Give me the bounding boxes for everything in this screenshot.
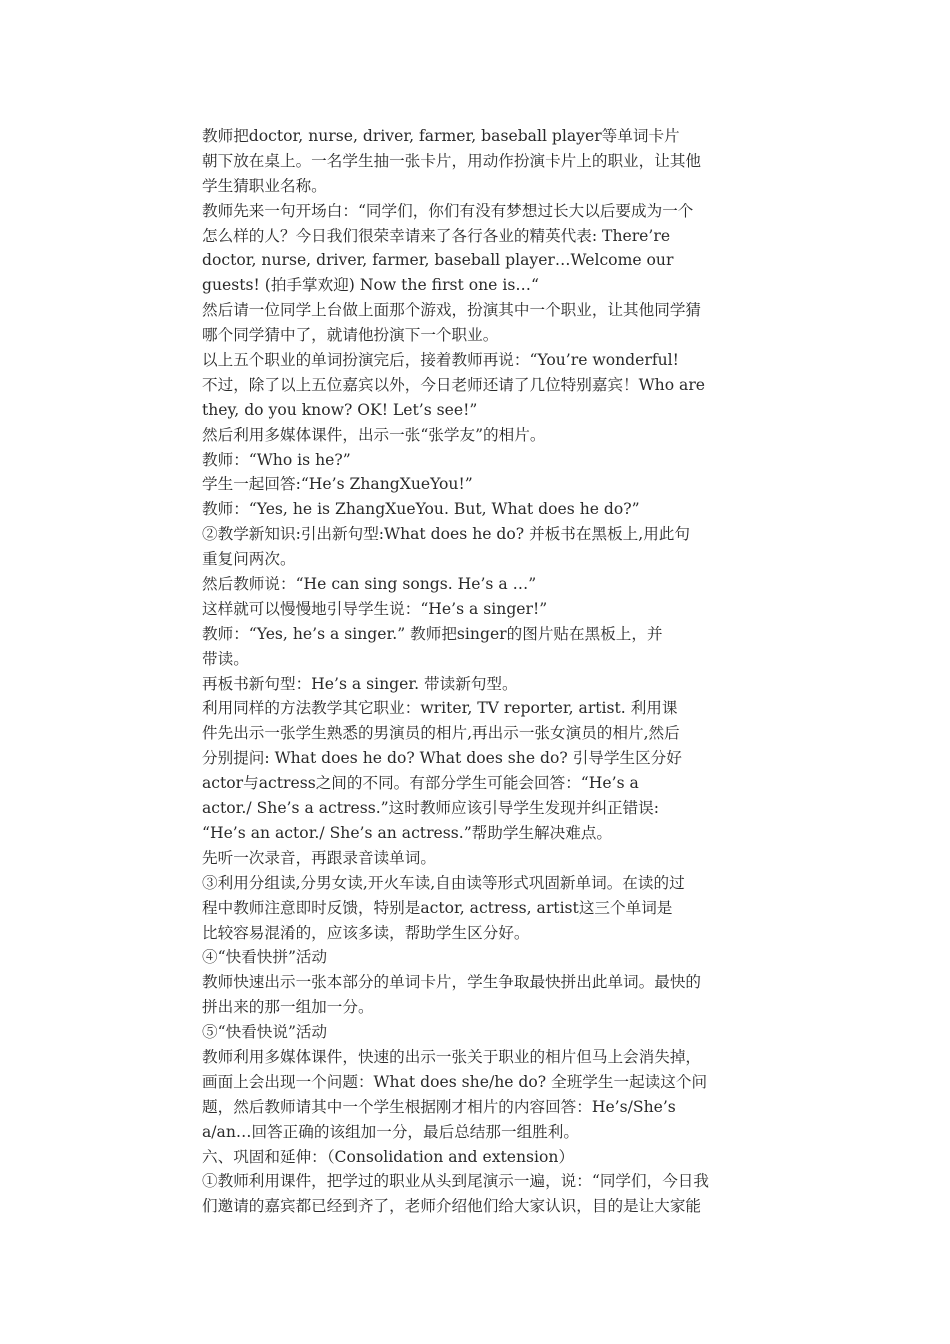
text-line: 学生一起回答:“He’s ZhangXueYou!” xyxy=(202,475,473,494)
text-line: doctor, nurse, driver, farmer, baseball player…Welcome our xyxy=(202,251,674,270)
text-line: a/an…回答正确的该组加一分，最后总结那一组胜利。 xyxy=(202,1122,579,1141)
text-line: 先听一次录音，再跟录音读单词。 xyxy=(202,848,436,867)
text-line: ②教学新知识:引出新句型:What does he do? 并板书在黑板上,用此句 xyxy=(202,525,690,544)
text-line: 以上五个职业的单词扮演完后，接着教师再说：“You’re wonderful! xyxy=(202,351,679,370)
document-body xyxy=(202,124,814,1219)
text-line: 利用同样的方法教学其它职业：writer, TV reporter, artist. 利用课 xyxy=(202,699,678,718)
text-line: 带读。 xyxy=(202,649,249,668)
text-line: 不过，除了以上五位嘉宾以外，今日老师还请了几位特别嘉宾！Who are xyxy=(202,375,706,394)
text-line: they, do you know? OK! Let’s see!” xyxy=(202,400,478,419)
text-line: 教师：“Yes, he’s a singer.” 教师把singer的图片贴在黑板上，并 xyxy=(202,624,663,643)
text-line: 题，然后教师请其中一个学生根据刚才相片的内容回答：He’s/She’s xyxy=(202,1097,676,1116)
text-line: 教师先来一句开场白：“同学们，你们有没有梦想过长大以后要成为一个 xyxy=(202,201,694,220)
text-line: 然后利用多媒体课件，出示一张“张学友”的相片。 xyxy=(202,425,546,444)
text-line: 再板书新句型：He’s a singer. 带读新句型。 xyxy=(202,674,518,693)
text-line: ③利用分组读,分男女读,开火车读,自由读等形式巩固新单词。在读的过 xyxy=(202,873,685,892)
text-line: 朝下放在桌上。一名学生抽一张卡片，用动作扮演卡片上的职业，让其他 xyxy=(202,151,702,170)
text-line: 教师快速出示一张本部分的单词卡片，学生争取最快拼出此单词。最快的 xyxy=(202,973,702,992)
text-line: 教师：“Yes, he is ZhangXueYou. But, What does he do?” xyxy=(202,500,640,519)
text-line: 们邀请的嘉宾都已经到齐了，老师介绍他们给大家认识，目的是让大家能 xyxy=(202,1197,702,1216)
text-line: 比较容易混淆的，应该多读，帮助学生区分好。 xyxy=(202,923,530,942)
text-line: 怎么样的人？今日我们很荣幸请来了各行各业的精英代表: There’re xyxy=(202,226,671,245)
text-line: 学生猜职业名称。 xyxy=(202,176,327,195)
text-line: 教师把doctor, nurse, driver, farmer, baseball player等单词卡片 xyxy=(202,127,680,145)
text-line: 然后教师说：“He can sing songs. He’s a …” xyxy=(202,575,537,594)
text-line: 教师利用多媒体课件，快速的出示一张关于职业的相片但马上会消失掉， xyxy=(202,1047,702,1066)
text-line: 教师：“Who is he?” xyxy=(202,450,351,469)
text-line: actor./ She’s a actress.”这时教师应该引导学生发现并纠正错误: xyxy=(202,799,659,818)
text-line: 这样就可以慢慢地引导学生说：“He’s a singer!” xyxy=(202,599,548,618)
text-line: 画面上会出现一个问题：What does she/he do? 全班学生一起读这个问 xyxy=(202,1072,708,1091)
text-line: ④“快看快拼”活动 xyxy=(202,948,328,967)
text-line: 重复问两次。 xyxy=(202,550,296,569)
text-line: “He’s an actor./ She’s an actress.”帮助学生解决难点。 xyxy=(202,823,613,842)
text-line: 拼出来的那一组加一分。 xyxy=(202,998,374,1017)
text-line: actor与actress之间的不同。有部分学生可能会回答：“He’s a xyxy=(202,774,639,793)
text-line: guests! (拍手掌欢迎) Now the first one is…“ xyxy=(202,276,539,295)
text-line: 件先出示一张学生熟悉的男演员的相片,再出示一张女演员的相片,然后 xyxy=(202,724,680,743)
text-line: 六、巩固和延伸：（Consolidation and extension） xyxy=(202,1147,575,1166)
text-line: ①教师利用课件，把学过的职业从头到尾演示一遍，说：“同学们，今日我 xyxy=(202,1172,709,1191)
text-line: 程中教师注意即时反馈，特别是actor, actress, artist这三个单词是 xyxy=(202,898,673,917)
text-line: ⑤“快看快说”活动 xyxy=(202,1023,328,1042)
text-line: 哪个同学猜中了，就请他扮演下一个职业。 xyxy=(202,326,499,345)
text-line: 分别提问: What does he do? What does she do? 引导学生区分好 xyxy=(202,749,682,768)
text-line: 然后请一位同学上台做上面那个游戏，扮演其中一个职业，让其他同学猜 xyxy=(202,301,702,320)
